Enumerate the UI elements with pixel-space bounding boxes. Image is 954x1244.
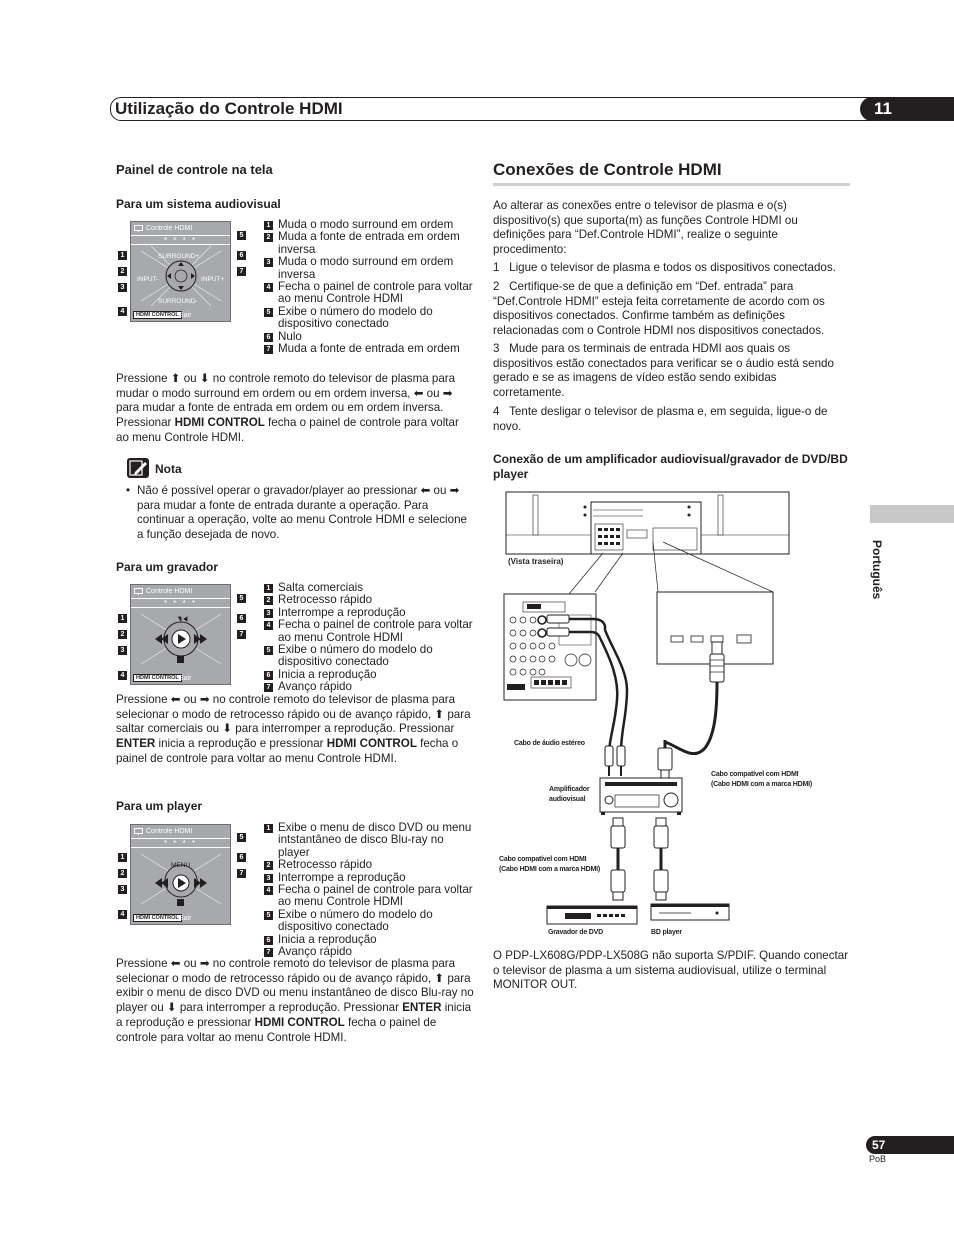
footer-note: O PDP-LX608G/PDP-LX508G não suporta S/PDIF. Quando conectar o televisor de plasma a um sistema audiovisual, utilize o terminal MONITOR OUT. <box>493 949 849 992</box>
intro-paragraph: Ao alterar as conexões entre o televisor de plasma e o(s) dispositivo(s) que suporta(m) as funções Controle HDMI ou definições para “Def.Controle HDMI”, realize o seguinte procedimento: <box>493 199 798 257</box>
language-tab <box>870 505 954 523</box>
av-marker-6: 6 <box>237 251 246 260</box>
list-item: 5 Exibe o número do modelo do dispositivo conectado <box>264 306 474 331</box>
page-number: 57 <box>872 1138 886 1152</box>
list-item: 7 Avanço rápido <box>264 681 474 693</box>
av-paragraph: Pressione ⬆ ou ⬇ no controle remoto do televisor de plasma para mudar o modo surround em ordem ou em ordem inversa, ⬅ ou ➡ para mudar a fonte de entrada em ordem ou em ordem inversa. Pressionar HDMI CONTROL fecha o painel de controle para voltar ao menu Controle HDMI. <box>116 372 459 444</box>
arrow-left-icon: ⬅ <box>420 484 431 497</box>
note-bullet: • Não é possível operar o gravador/player ao pressionar ⬅ ou ➡ para mudar a fonte de entrada durante a operação. Para continuar a operação, volte ao menu Controle HDMI e selecione a função desejada de novo. <box>126 484 467 542</box>
list-item: 5 Exibe o número do modelo do dispositivo conectado <box>264 644 474 669</box>
tv-icon <box>134 828 143 835</box>
av-function-list <box>264 219 474 355</box>
list-item: 2 Retrocesso rápido <box>264 594 474 606</box>
player-marker-3: 3 <box>118 885 127 894</box>
av-marker-2: 2 <box>118 267 127 276</box>
recorder-marker-7: 7 <box>237 630 246 639</box>
recorder-function-list <box>264 582 474 694</box>
arrow-up-icon: ⬆ <box>434 707 445 721</box>
player-control-panel <box>130 824 231 925</box>
list-item: 4 Fecha o painel de controle para voltar ao menu Controle HDMI <box>264 884 474 909</box>
player-marker-6: 6 <box>237 853 246 862</box>
step-1: 1 Ligue o televisor de plasma e todos os dispositivos conectados. <box>493 261 836 274</box>
hdmi-cable-bottom-label-2: (Cabo HDMI com a marca HDMI) <box>499 866 600 873</box>
panel-stars: * * * * <box>131 235 230 245</box>
list-item: 1 Muda o modo surround em ordem <box>264 219 474 231</box>
av-heading: Para um sistema audiovisual <box>116 197 281 211</box>
list-item: 1 Exibe o menu de disco DVD ou menu intstantâneo de disco Blu-ray no player <box>264 822 474 859</box>
section-title-panel: Painel de controle na tela <box>116 162 273 177</box>
transport-controls-icon <box>131 609 231 669</box>
av-control-panel <box>130 221 231 322</box>
language-label: Português <box>870 540 884 600</box>
recorder-marker-2: 2 <box>118 630 127 639</box>
step-3: 3 Mude para os terminais de entrada HDMI aos quais os dispositivos estão conectados para verificar se o áudio está sendo gerado e se as imagens de vídeo estão sendo exibidas corretamente. <box>493 342 834 400</box>
list-item: 7 Avanço rápido <box>264 946 474 958</box>
arrow-left-icon: ⬅ <box>170 693 181 706</box>
recorder-marker-3: 3 <box>118 646 127 655</box>
player-marker-4: 4 <box>118 910 127 919</box>
av-marker-1: 1 <box>118 251 127 260</box>
av-marker-7: 7 <box>237 267 246 276</box>
player-marker-1: 1 <box>118 853 127 862</box>
language-code: PoB <box>869 1154 887 1164</box>
tv-icon <box>134 588 143 595</box>
list-item: 3 Interrompe a reprodução <box>264 872 474 884</box>
list-item: 1 Salta comerciais <box>264 582 474 594</box>
recorder-marker-1: 1 <box>118 614 127 623</box>
player-heading: Para um player <box>116 799 203 813</box>
surround-minus-label: SURROUND- <box>158 298 198 305</box>
list-item: 2 Muda a fonte de entrada em ordem inversa <box>264 231 474 256</box>
hdmi-control-key: HDMI CONTROL <box>133 311 182 319</box>
player-function-list <box>264 822 474 958</box>
list-item: 7 Muda a fonte de entrada em ordem <box>264 343 474 355</box>
recorder-marker-6: 6 <box>237 614 246 623</box>
menu-label: MENU <box>171 862 191 869</box>
list-item: 3 Interrompe a reprodução <box>264 607 474 619</box>
panel-stars: * * * * <box>131 598 230 608</box>
arrow-right-icon: ➡ <box>199 957 210 970</box>
arrow-right-icon: ➡ <box>442 386 453 400</box>
list-item: 6 Inicia a reprodução <box>264 934 474 946</box>
exit-label: Sair <box>179 915 192 922</box>
dvd-recorder-label: Gravador de DVD <box>548 929 603 936</box>
hdmi-cable-top-label-2: (Cabo HDMI com a marca HDMI) <box>711 781 812 788</box>
player-marker-2: 2 <box>118 869 127 878</box>
panel-title: Controle HDMI <box>146 225 193 232</box>
recorder-heading: Para um gravador <box>116 560 219 574</box>
player-marker-7: 7 <box>237 869 246 878</box>
bd-player-label: BD player <box>651 929 682 936</box>
amplifier-label-1: Amplificador <box>549 786 590 793</box>
av-marker-5: 5 <box>237 231 246 240</box>
player-marker-5: 5 <box>237 833 246 842</box>
panel-title: Controle HDMI <box>146 828 193 835</box>
av-marker-3: 3 <box>118 283 127 292</box>
panel-stars: * * * * <box>131 838 230 848</box>
input-minus-label: INPUT- <box>137 276 159 283</box>
arrow-down-icon: ⬇ <box>166 1001 177 1015</box>
arrow-up-icon: ⬆ <box>170 372 181 385</box>
audio-cable-label: Cabo de áudio estéreo <box>514 740 585 747</box>
step-2: 2 Certifique-se de que a definição em “Def. entrada” para “Def.Controle HDMI” esteja feita corretamente de acordo com os dispositivos conectados. Confirme também as definições relacionadas com o Controle HDMI nos dispositivos conectados. <box>493 280 825 338</box>
list-item: 2 Retrocesso rápido <box>264 859 474 871</box>
chapter-number: 11 <box>860 97 954 121</box>
transport-controls-icon <box>131 849 231 909</box>
arrow-right-icon: ➡ <box>199 693 210 706</box>
player-paragraph: Pressione ⬅ ou ➡ no controle remoto do televisor de plasma para selecionar o modo de retrocesso rápido ou de avanço rápido, ⬆ para exibir o menu de disco DVD ou menu instantâneo de disco Blu-ray no player ou ⬇ para interromper a reprodução. Pressionar ENTER inicia a reprodução e pressionar HDMI CONTROL fecha o painel de controle para voltar ao menu Controle HDMI. <box>116 957 474 1044</box>
panel-title: Controle HDMI <box>146 588 193 595</box>
hdmi-cable-bottom-label-1: Cabo compatível com HDMI <box>499 856 587 863</box>
recorder-marker-4: 4 <box>118 671 127 680</box>
page-title: Utilização do Controle HDMI <box>115 99 343 118</box>
av-marker-4: 4 <box>118 307 127 316</box>
arrow-down-icon: ⬇ <box>222 722 233 736</box>
step-4: 4 Tente desligar o televisor de plasma e, em seguida, ligue-o de novo. <box>493 405 828 433</box>
input-plus-label: INPUT+ <box>201 276 225 283</box>
exit-label: Sair <box>179 675 192 682</box>
recorder-control-panel <box>130 584 231 685</box>
hdmi-control-key: HDMI CONTROL <box>133 914 182 922</box>
arrow-down-icon: ⬇ <box>199 372 210 385</box>
rear-view-label: (Vista traseira) <box>508 557 564 566</box>
list-item: 5 Exibe o número do modelo do dispositivo conectado <box>264 909 474 934</box>
arrow-left-icon: ⬅ <box>170 957 181 970</box>
amplifier-label-2: audiovisual <box>549 796 586 803</box>
section-title-connections: Conexões de Controle HDMI <box>493 160 850 186</box>
recorder-marker-5: 5 <box>237 594 246 603</box>
list-item: 6 Nulo <box>264 331 474 343</box>
list-item: 3 Muda o modo surround em ordem inversa <box>264 256 474 281</box>
list-item: 6 Inicia a reprodução <box>264 669 474 681</box>
note-box <box>127 458 149 478</box>
recorder-paragraph: Pressione ⬅ ou ➡ no controle remoto do televisor de plasma para selecionar o modo de retrocesso rápido ou de avanço rápido, ⬆ para saltar comerciais ou ⬇ para interromper a reprodução. Pressionar ENTER inicia a reprodução e pressionar HDMI CONTROL fecha o painel de controle para voltar ao menu Controle HDMI. <box>116 693 471 765</box>
hdmi-cable-top-label-1: Cabo compatível com HDMI <box>711 771 799 778</box>
arrow-left-icon: ⬅ <box>413 386 424 400</box>
surround-plus-label: SURROUND+ <box>158 253 200 260</box>
arrow-up-icon: ⬆ <box>434 971 445 985</box>
note-title: Nota <box>155 462 182 476</box>
list-item: 4 Fecha o painel de controle para voltar ao menu Controle HDMI <box>264 619 474 644</box>
hdmi-control-key: HDMI CONTROL <box>133 674 182 682</box>
list-item: 4 Fecha o painel de controle para voltar ao menu Controle HDMI <box>264 281 474 306</box>
arrow-right-icon: ➡ <box>449 484 460 497</box>
exit-label: Sair <box>179 312 192 319</box>
connection-subheading: Conexão de um amplificador audiovisual/gravador de DVD/BD player <box>493 452 848 481</box>
pencil-icon <box>127 458 149 478</box>
tv-icon <box>134 225 143 232</box>
